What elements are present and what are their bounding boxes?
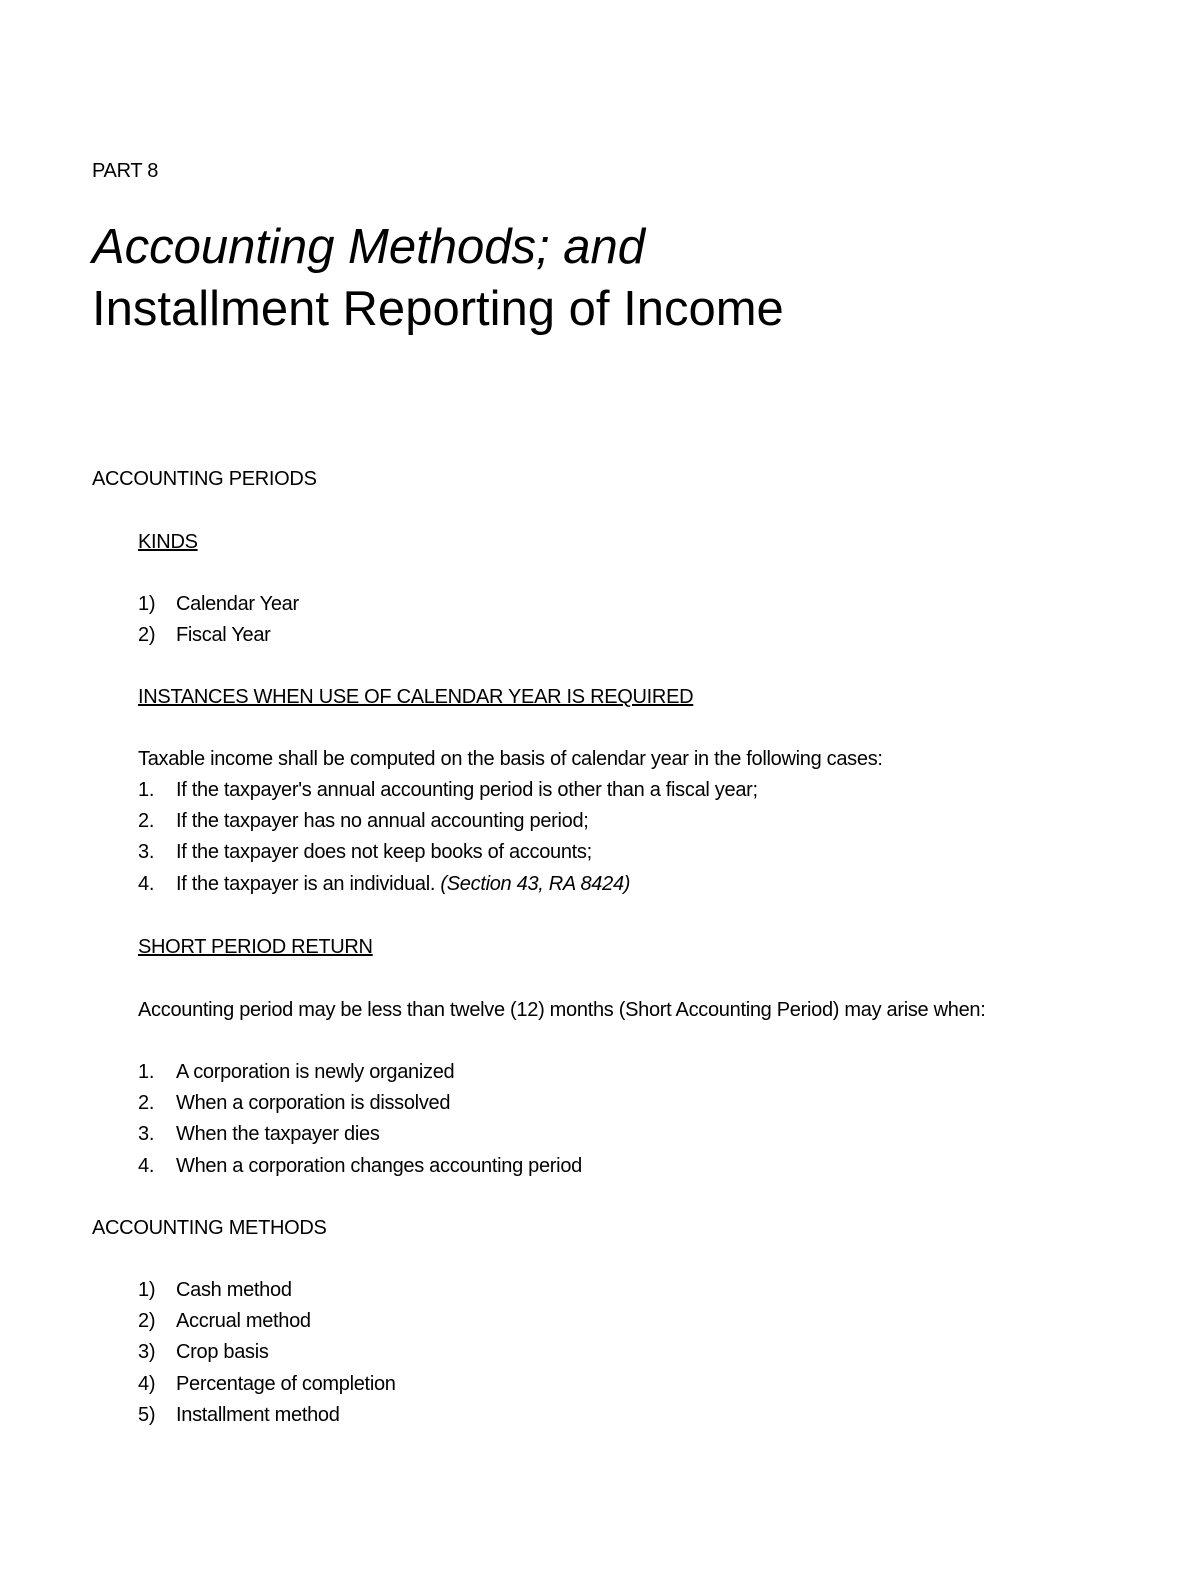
list-item-text: Percentage of completion (176, 1372, 396, 1395)
short-period-intro: Accounting period may be less than twelve (12) months (Short Accounting Period) may arise when: (138, 999, 986, 1021)
legal-citation: (Section 43, RA 8424) (440, 872, 631, 895)
title-line-2: Installment Reporting of Income (92, 282, 784, 336)
list-item-text: Calendar Year (176, 593, 299, 615)
calendar-year-cases-list (138, 775, 758, 900)
list-item (138, 1151, 582, 1182)
list-item (138, 1369, 396, 1400)
list-item (138, 1057, 582, 1088)
list-number: 1) (138, 593, 156, 615)
part-label: PART 8 (92, 160, 159, 182)
title-line-1: Accounting Methods; and (92, 220, 645, 274)
list-item (138, 775, 758, 806)
list-number: 3. (138, 841, 155, 864)
list-number: 2) (138, 1310, 156, 1333)
kinds-list (138, 589, 299, 651)
accounting-periods-heading: ACCOUNTING PERIODS (92, 468, 317, 490)
list-item-text: If the taxpayer has no annual accounting period; (176, 810, 589, 833)
list-item (138, 1119, 582, 1150)
calendar-year-intro: Taxable income shall be computed on the basis of calendar year in the following cases: (138, 748, 883, 770)
list-item (138, 1306, 396, 1337)
list-number: 3. (138, 1123, 155, 1146)
calendar-year-required-heading: INSTANCES WHEN USE OF CALENDAR YEAR IS REQUIRED (138, 686, 694, 708)
list-item-text: If the taxpayer is an individual. (176, 872, 441, 895)
list-number: 4) (138, 1372, 156, 1395)
list-item-text: When a corporation changes accounting period (176, 1154, 582, 1177)
list-item-text: Cash method (176, 1279, 292, 1301)
list-number: 5) (138, 1403, 156, 1426)
list-number: 4. (138, 872, 155, 895)
list-item-text: Installment method (176, 1403, 340, 1426)
list-item-text: When a corporation is dissolved (176, 1092, 451, 1115)
list-item (138, 1088, 582, 1119)
list-item-text: If the taxpayer's annual accounting period is other than a fiscal year; (176, 779, 758, 801)
kinds-heading: KINDS (138, 531, 198, 553)
list-item (138, 1275, 396, 1306)
list-item-text: A corporation is newly organized (176, 1061, 455, 1083)
list-number: 3) (138, 1341, 156, 1364)
list-item-text: Crop basis (176, 1341, 269, 1364)
list-item-text: If the taxpayer does not keep books of accounts; (176, 841, 592, 864)
list-number: 2. (138, 1092, 155, 1115)
list-number: 1. (138, 779, 155, 801)
list-item (138, 869, 758, 900)
list-number: 1. (138, 1061, 155, 1083)
short-period-return-heading: SHORT PERIOD RETURN (138, 936, 373, 958)
list-number: 4. (138, 1154, 155, 1177)
accounting-methods-heading: ACCOUNTING METHODS (92, 1217, 327, 1239)
list-item-text: Accrual method (176, 1310, 311, 1333)
list-item-text: When the taxpayer dies (176, 1123, 380, 1146)
list-item (138, 589, 299, 620)
list-item (138, 837, 758, 868)
short-period-cases-list (138, 1057, 582, 1182)
list-number: 1) (138, 1279, 156, 1301)
list-item-text: Fiscal Year (176, 624, 271, 647)
list-number: 2. (138, 810, 155, 833)
list-item (138, 620, 299, 651)
list-item (138, 806, 758, 837)
list-item (138, 1400, 396, 1431)
list-number: 2) (138, 624, 156, 647)
list-item (138, 1337, 396, 1368)
accounting-methods-list (138, 1275, 396, 1431)
